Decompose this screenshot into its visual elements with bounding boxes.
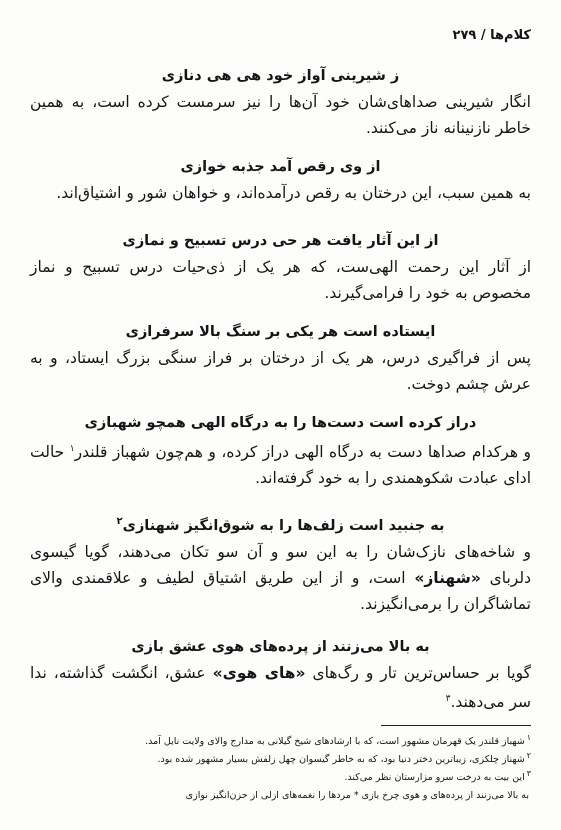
footnote-ref: ۱: [69, 444, 75, 454]
verse-explanation: انگار شیرینی صداهای‌شان خود آن‌ها را نیز سرمست کرده است، به همین خاطر نازنینانه ناز می‌کنند.: [30, 93, 531, 137]
quoted-term: «شهناز»: [414, 568, 481, 587]
explanation-text: حالت ادای عبادت شکوهمندی را به خود گرفته‌اند.: [30, 443, 531, 488]
footnote-item: [30, 731, 531, 749]
explanation-text: و هرکدام صداها دست به درگاه الهی دراز کرده، و هم‌چون شهباز قلندر: [74, 443, 531, 462]
verse-section-7: [30, 637, 531, 715]
verse-section-4: [30, 322, 531, 397]
verse-section-2: [30, 157, 531, 206]
footnote-number: ۲: [526, 751, 531, 761]
footnote-ref: ۳: [445, 694, 451, 704]
footnote-text: شهباز قلندر یک قهرمان مشهور است، که با ارشادهای شیخ گیلانی به مدارج والای ولایت نایل آمد.: [145, 736, 525, 748]
footnote-number: ۳: [526, 769, 531, 779]
verse-section-5: [30, 413, 531, 491]
quoted-term: «های هوی»: [212, 664, 306, 682]
verse-heading: ز شیرینی آواز خود هی هی دنازی: [161, 68, 400, 84]
verse-heading: به بالا می‌زنند از پرده‌های هوی عشق بازی: [131, 639, 430, 655]
footnotes: [30, 731, 531, 804]
verse-section-3: [30, 231, 531, 306]
explanation-text: گویا بر حساس‌ترین تار و رگ‌های: [305, 664, 531, 682]
verse-section-6: [30, 512, 531, 617]
verse-heading: از وی رقص آمد جذبه خوازی: [180, 159, 381, 175]
verse-explanation: از آثار این رحمت الهی‌ست، که هر یک از ذی‌حیات درس تسبیح و نماز مخصوص به خود را فرامی‌گیرند.: [30, 258, 531, 302]
footnote-ref: ۲: [116, 516, 123, 527]
verse-explanation: [30, 539, 531, 617]
footnote-text: به بالا می‌زنند از پرده‌های و هوی چرخ بازی * مردها را نغمه‌های ازلی از حزن‌انگیز نوازی: [185, 790, 529, 802]
footnote-text: این بیت به درخت سرو مزارستان نظر می‌کند.: [344, 772, 525, 784]
verse-explanation: [30, 660, 531, 715]
verse-heading: از این آثار یافت هر حی درس تسبیح و نمازی: [122, 233, 439, 249]
footnote-number: ۱: [526, 733, 531, 742]
footnote-divider: [381, 725, 531, 726]
explanation-text: و شاخه‌های نازک‌شان را به این سو و آن سو تکان می‌دهند، گویا گیسوی دلربای: [30, 542, 531, 587]
verse-explanation: [30, 436, 531, 491]
verse-heading: دراز کرده است دست‌ها را به درگاه الهی همچو شهبازی: [84, 415, 477, 431]
verse-explanation: به همین سبب، این درختان به رقص درآمده‌اند، و خواهان شور و اشتیاق‌اند.: [56, 184, 531, 202]
verse-heading: ایستاده است هر یکی بر سنگ بالا سرفرازی: [125, 324, 436, 340]
footnote-item: [30, 749, 531, 767]
explanation-text: عشق، انگشت گذاشته، ندا سر می‌دهند.: [30, 664, 531, 712]
verse-section-1: [30, 66, 531, 141]
explanation-text: است، و از این طریق اشتیاق لطیف و علاقمندی والای تماشاگران را برمی‌انگیزند.: [30, 568, 531, 613]
verse-explanation: پس از فراگیری درس، هر یک از درختان بر فراز سنگی بزرگ ایستاد، و به عرش چشم دوخت.: [30, 349, 531, 393]
running-header: کلام‌ها / ۲۷۹: [452, 28, 531, 43]
verse-heading: [30, 512, 531, 536]
footnote-item: [30, 785, 531, 803]
footnote-text: شهناز چلکزی، زیباترین دختر دنیا بود، که به خاطر گیسوان چهل زلفش بسیار مشهور شده بود.: [157, 754, 525, 766]
footnote-item: [30, 767, 531, 785]
heading-text: به جنبید است زلف‌ها را به شوق‌انگیز شهنازی: [122, 517, 445, 534]
